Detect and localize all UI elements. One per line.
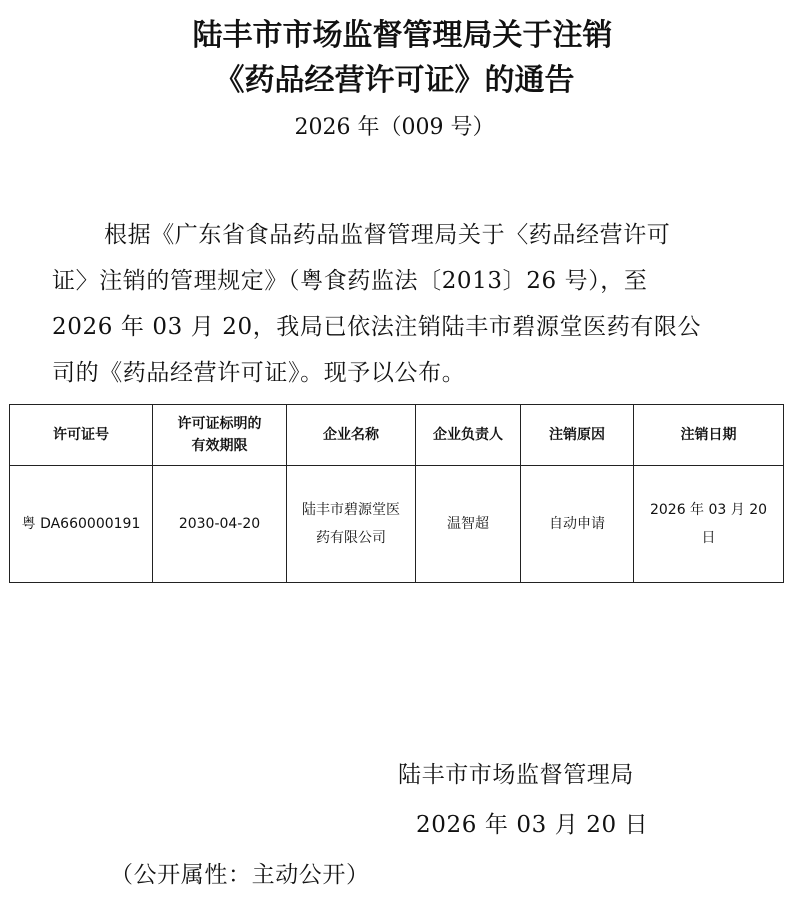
body-paragraph-line: 证〉注销的管理规定》（粤食药监法〔2013〕26 号），至	[52, 268, 648, 294]
header-license-number: 许可证号	[10, 405, 153, 466]
cell-company-principal: 温智超	[416, 466, 521, 583]
body-paragraph-line: 司的《药品经营许可证》。现予以公布。	[52, 360, 466, 386]
cell-license-number: 粤 DA660000191	[10, 466, 153, 583]
signing-date: 2026 年 03 月 20 日	[416, 812, 649, 838]
cell-validity-period: 2030-04-20	[153, 466, 287, 583]
table-header-row	[10, 405, 784, 466]
document-number: 2026 年（009 号）	[294, 115, 495, 140]
body-paragraph-line: 根据《广东省食品药品监督管理局关于〈药品经营许可	[104, 222, 671, 248]
header-cancellation-reason: 注销原因	[521, 405, 634, 466]
cell-company-name: 陆丰市碧源堂医药有限公司	[287, 466, 416, 583]
signing-agency: 陆丰市市场监督管理局	[398, 762, 634, 788]
header-cancellation-date: 注销日期	[634, 405, 784, 466]
header-validity-period: 许可证标明的有效期限	[153, 405, 287, 466]
cell-cancellation-date: 2026 年 03 月 20 日	[634, 466, 784, 583]
header-company-principal: 企业负责人	[416, 405, 521, 466]
disclosure-attribute: （公开属性：主动公开）	[110, 862, 370, 888]
document-title-line-2: 《药品经营许可证》的通告	[214, 63, 575, 98]
document-title-line-1: 陆丰市市场监督管理局关于注销	[192, 18, 613, 53]
cell-cancellation-reason: 自动申请	[521, 466, 634, 583]
table-row	[10, 466, 784, 583]
body-paragraph-line: 2026 年 03 月 20，我局已依法注销陆丰市碧源堂医药有限公	[52, 314, 702, 340]
header-company-name: 企业名称	[287, 405, 416, 466]
license-cancellation-table	[9, 404, 784, 583]
